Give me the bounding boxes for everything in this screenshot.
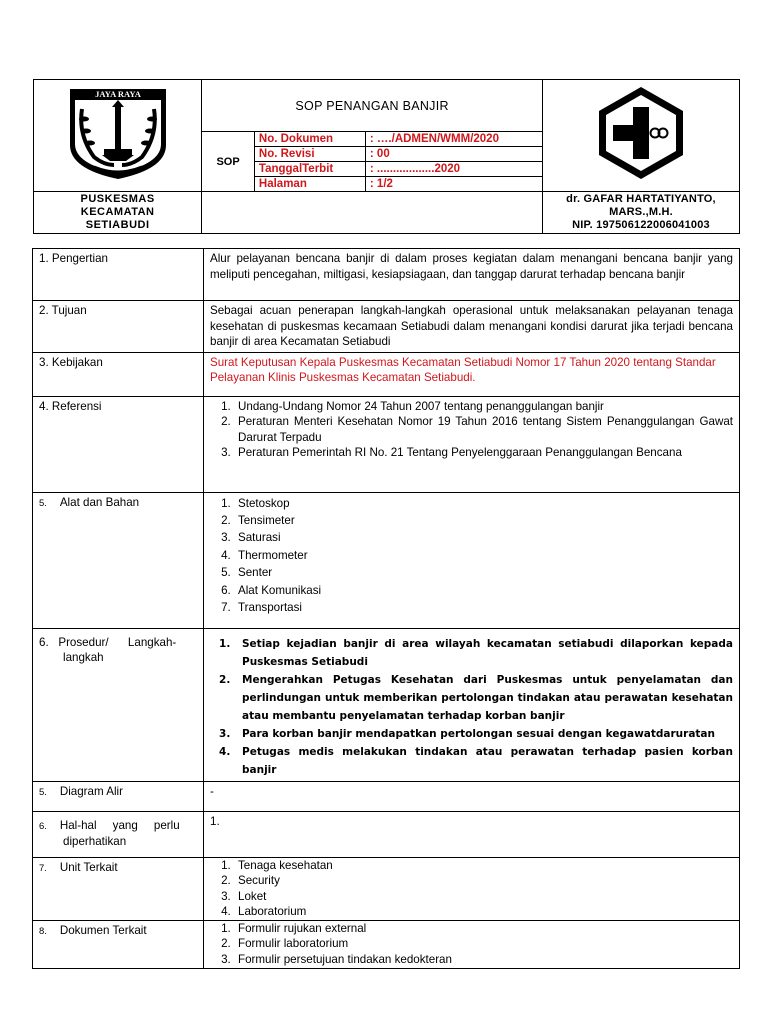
row-label [33,811,204,857]
row-alat-bahan [33,492,740,628]
row-label [33,920,204,968]
org-line: SETIABUDI [85,219,150,231]
list-item: 7. Transportasi [234,599,733,616]
organization-name [34,192,202,234]
row-label-text: Unit Terkait [59,860,118,874]
meta-value: : …./ADMEN/WMM/2020 [365,132,542,147]
row-label: 1. Pengertian [33,249,204,301]
list-item: 3. Para korban banjir mendapatkan pertolongan sesuai dengan kegawatdaruratan [234,725,733,743]
list-item: 2. Tensimeter [234,512,733,529]
row-label [33,781,204,811]
row-label [33,857,204,920]
row-content [204,920,740,968]
list-item: 2. Formulir laboratorium [234,936,733,952]
meta-value: : 00 [365,147,542,162]
row-label [33,492,204,628]
row-number: 6. [39,820,47,832]
row-label-line: langkah [63,651,104,664]
row-label: 4. Referensi [33,396,204,492]
signatory-name: dr. GAFAR HARTATIYANTO, [566,193,716,205]
meta-value: : 1/2 [369,178,393,190]
list-item: 1. Formulir rujukan external [234,921,733,937]
logo-text: JAYA RAYA [94,89,141,99]
row-label-text: Alat dan Bahan [59,495,140,509]
row-unit-terkait [33,857,740,920]
row-dokumen-terkait [33,920,740,968]
list-item: 3. Loket [234,889,733,905]
row-pengertian [33,249,740,301]
list-item: 3. Saturasi [234,529,733,546]
row-label-text: Hal-hal yang perlu [59,818,180,832]
row-label: 2. Tujuan [33,301,204,353]
row-label-text: Dokumen Terkait [59,923,147,937]
blank-cell [202,192,543,234]
row-content [204,492,740,628]
meta-value: : ..................2020 [365,162,542,177]
org-line: KECAMATAN [80,206,155,218]
list-item: 6. Alat Komunikasi [234,582,733,599]
row-label-text: Diagram Alir [59,784,123,798]
row-number: 5. [39,786,47,798]
meta-key: No. Dokumen [255,132,366,147]
row-content: Alur pelayanan bencana banjir di dalam proses kegiatan dalam menangani bencana banjir yang meliputi pencegahan, miltigasi, kesiapsiagaan, dan tanggap darurat terhadap bencana banjir [204,249,740,301]
row-hal-hal [33,811,740,857]
sop-content-table [32,248,740,969]
list-item: 4. Laboratorium [234,904,733,920]
row-content: Sebagai acuan penerapan langkah-langkah operasional untuk melaksanakan pelayanan tenaga kesehatan di puskesmas kecamaan Setiabudi dalam menangani kondisi darurat jika terjadi bencana banjir di area Kecamatan Setiabudi [204,301,740,353]
list-item: 4. Petugas medis melakukan tindakan atau perawatan terhadap pasien korban banjir [234,743,733,779]
meta-row [255,147,542,162]
row-content [204,628,740,781]
row-diagram-alir [33,781,740,811]
document-title: SOP PENANGAN BANJIR [202,80,543,132]
row-content: - [204,781,740,811]
row-kebijakan [33,352,740,396]
row-label-line: 6. Prosedur/ Langkah- [39,635,177,649]
row-referensi [33,396,740,492]
meta-row [255,132,542,147]
document-meta [254,132,542,192]
list-item: 3. Peraturan Pemerintah RI No. 21 Tentang Penyelenggaraan Penanggulangan Bencana [234,445,733,461]
list-item: 3. Formulir persetujuan tindakan kedokteran [234,952,733,968]
list-item: 5. Senter [234,564,733,581]
row-label-line: diperhatikan [63,835,127,848]
jaya-raya-emblem-icon [64,85,172,181]
row-number: 7. [39,862,47,874]
meta-row [255,162,542,177]
list-item: 1. Tenaga kesehatan [234,858,733,874]
row-label: 3. Kebijakan [33,352,204,396]
row-number: 5. [39,497,47,509]
list-item: 2. Mengerahkan Petugas Kesehatan dari Puskesmas untuk penyelamatan dan perlindungan untuk memberikan pertolongan tindakan atau perawatan kesehatan atau membantu penyelamatan terhadap korban banjir [234,671,733,725]
row-prosedur [33,628,740,781]
meta-key: No. Revisi [255,147,366,162]
meta-key: Halaman [255,177,366,192]
sop-label: SOP [202,132,255,192]
signatory-title: MARS.,M.H. [609,206,673,218]
signatory-nip: NIP. 197506122006041003 [572,219,710,231]
row-content: 1. [204,811,740,857]
list-item: 2. Security [234,873,733,889]
row-tujuan [33,301,740,353]
list-item: 1. Stetoskop [234,495,733,512]
row-number: 8. [39,925,47,937]
logo-right-cell [542,80,739,192]
puskesmas-cross-icon [589,83,693,183]
meta-table [255,132,542,191]
header-table [33,79,740,234]
logo-left-cell [34,80,202,192]
list-item: 1. Undang-Undang Nomor 24 Tahun 2007 tentang penanggulangan banjir [234,399,733,415]
row-content [204,396,740,492]
meta-row [255,177,542,192]
org-line: PUSKESMAS [80,193,155,205]
row-label [33,628,204,781]
signatory [542,192,739,234]
row-content [204,857,740,920]
list-item: 2. Peraturan Menteri Kesehatan Nomor 19 Tahun 2016 tentang Sistem Penanggulangan Gawat Darurat Terpadu [234,414,733,445]
list-item: 1. Setiap kejadian banjir di area wilayah kecamatan setiabudi dilaporkan kepada Puskesmas Setiabudi [234,635,733,671]
meta-key: TanggalTerbit [255,162,366,177]
row-content: Surat Keputusan Kepala Puskesmas Kecamatan Setiabudi Nomor 17 Tahun 2020 tentang Standar Pelayanan Klinis Puskesmas Kecamatan Setiabudi. [204,352,740,396]
list-item: 4. Thermometer [234,547,733,564]
